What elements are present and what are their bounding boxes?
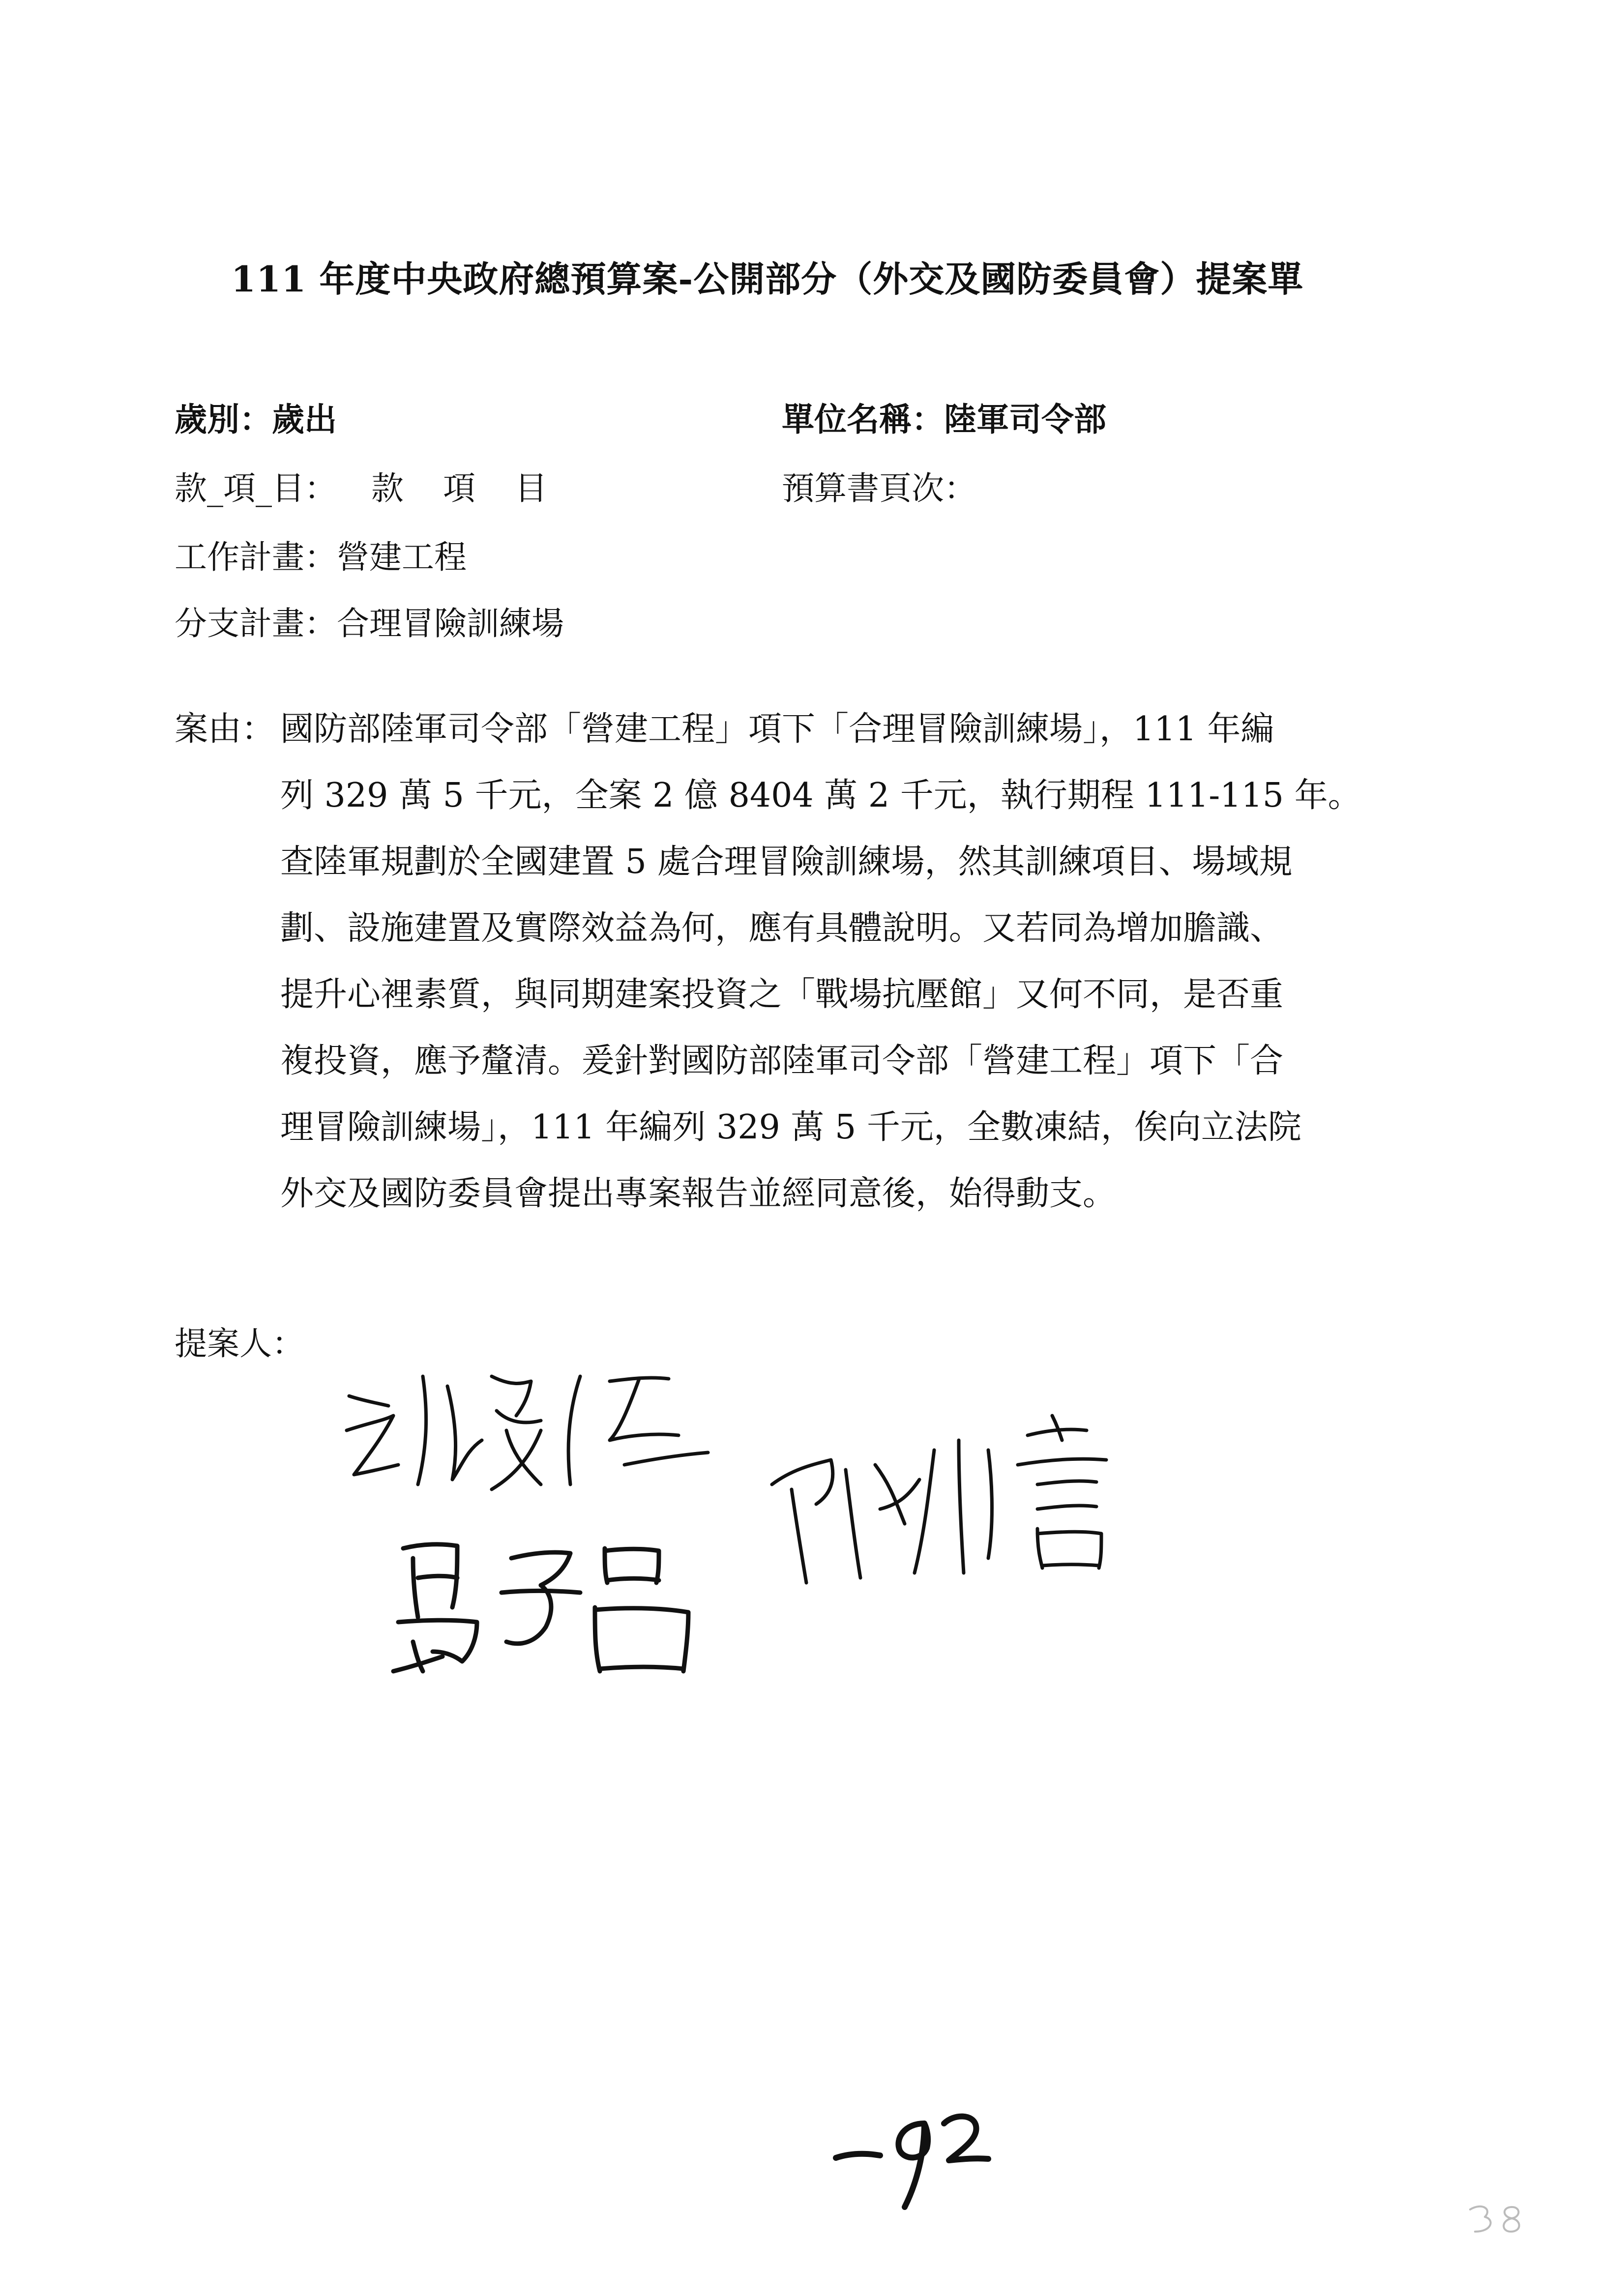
case-line: 理冒險訓練場」，111 年編列 329 萬 5 千元，全數凍結，俟向立法院 xyxy=(280,1108,1301,1147)
unit-field xyxy=(782,393,1106,440)
work-plan-label: 工作計畫： xyxy=(175,538,337,576)
handwritten-page-number xyxy=(826,2104,993,2219)
budget-page-label: 預算書頁次： xyxy=(782,469,976,507)
unit-label: 單位名稱： xyxy=(782,400,944,438)
case-label: 案由： xyxy=(175,710,275,749)
category-value: 歲出 xyxy=(272,400,337,438)
signature-2 xyxy=(762,1411,1180,1607)
sub-plan-label: 分支計畫： xyxy=(175,605,337,642)
case-line: 查陸軍規劃於全國建置 5 處合理冒險訓練場，然其訓練項目、場域規 xyxy=(280,843,1293,881)
case-line: 劃、設施建置及實際效益為何，應有具體說明。又若同為增加膽識、 xyxy=(280,909,1284,948)
case-line: 國防部陸軍司令部「營建工程」項下「合理冒險訓練場」，111 年編 xyxy=(280,710,1274,749)
category-label: 歲別： xyxy=(175,400,272,438)
kxm-value: 款項目 xyxy=(371,469,587,507)
case-line: 提升心裡素質，與同期建案投資之「戰場抗壓館」又何不同，是否重 xyxy=(280,975,1284,1014)
scan-mark xyxy=(1463,2200,1532,2241)
unit-value: 陸軍司令部 xyxy=(944,400,1106,438)
proposer-label: 提案人： xyxy=(175,1325,304,1363)
sub-plan-field xyxy=(175,597,564,644)
category-field xyxy=(175,393,337,440)
work-plan-field xyxy=(175,531,467,578)
signature-3 xyxy=(384,1529,728,1691)
sub-plan-value: 合理冒險訓練場 xyxy=(337,605,564,642)
document-title: 111 年度中央政府總預算案-公開部分（外交及國防委員會）提案單 xyxy=(231,258,1304,300)
case-line: 列 329 萬 5 千元，全案 2 億 8404 萬 2 千元，執行期程 111-115 年。 xyxy=(280,776,1361,815)
kxm-field xyxy=(175,462,587,509)
case-line: 複投資，應予釐清。爰針對國防部陸軍司令部「營建工程」項下「合 xyxy=(280,1042,1284,1080)
case-line: 外交及國防委員會提出專案報告並經同意後，始得動支。 xyxy=(280,1174,1117,1213)
kxm-label: 款_項_目： xyxy=(175,469,337,507)
work-plan-value: 營建工程 xyxy=(337,538,467,576)
budget-page-field xyxy=(782,462,976,509)
signature-1 xyxy=(334,1366,718,1494)
